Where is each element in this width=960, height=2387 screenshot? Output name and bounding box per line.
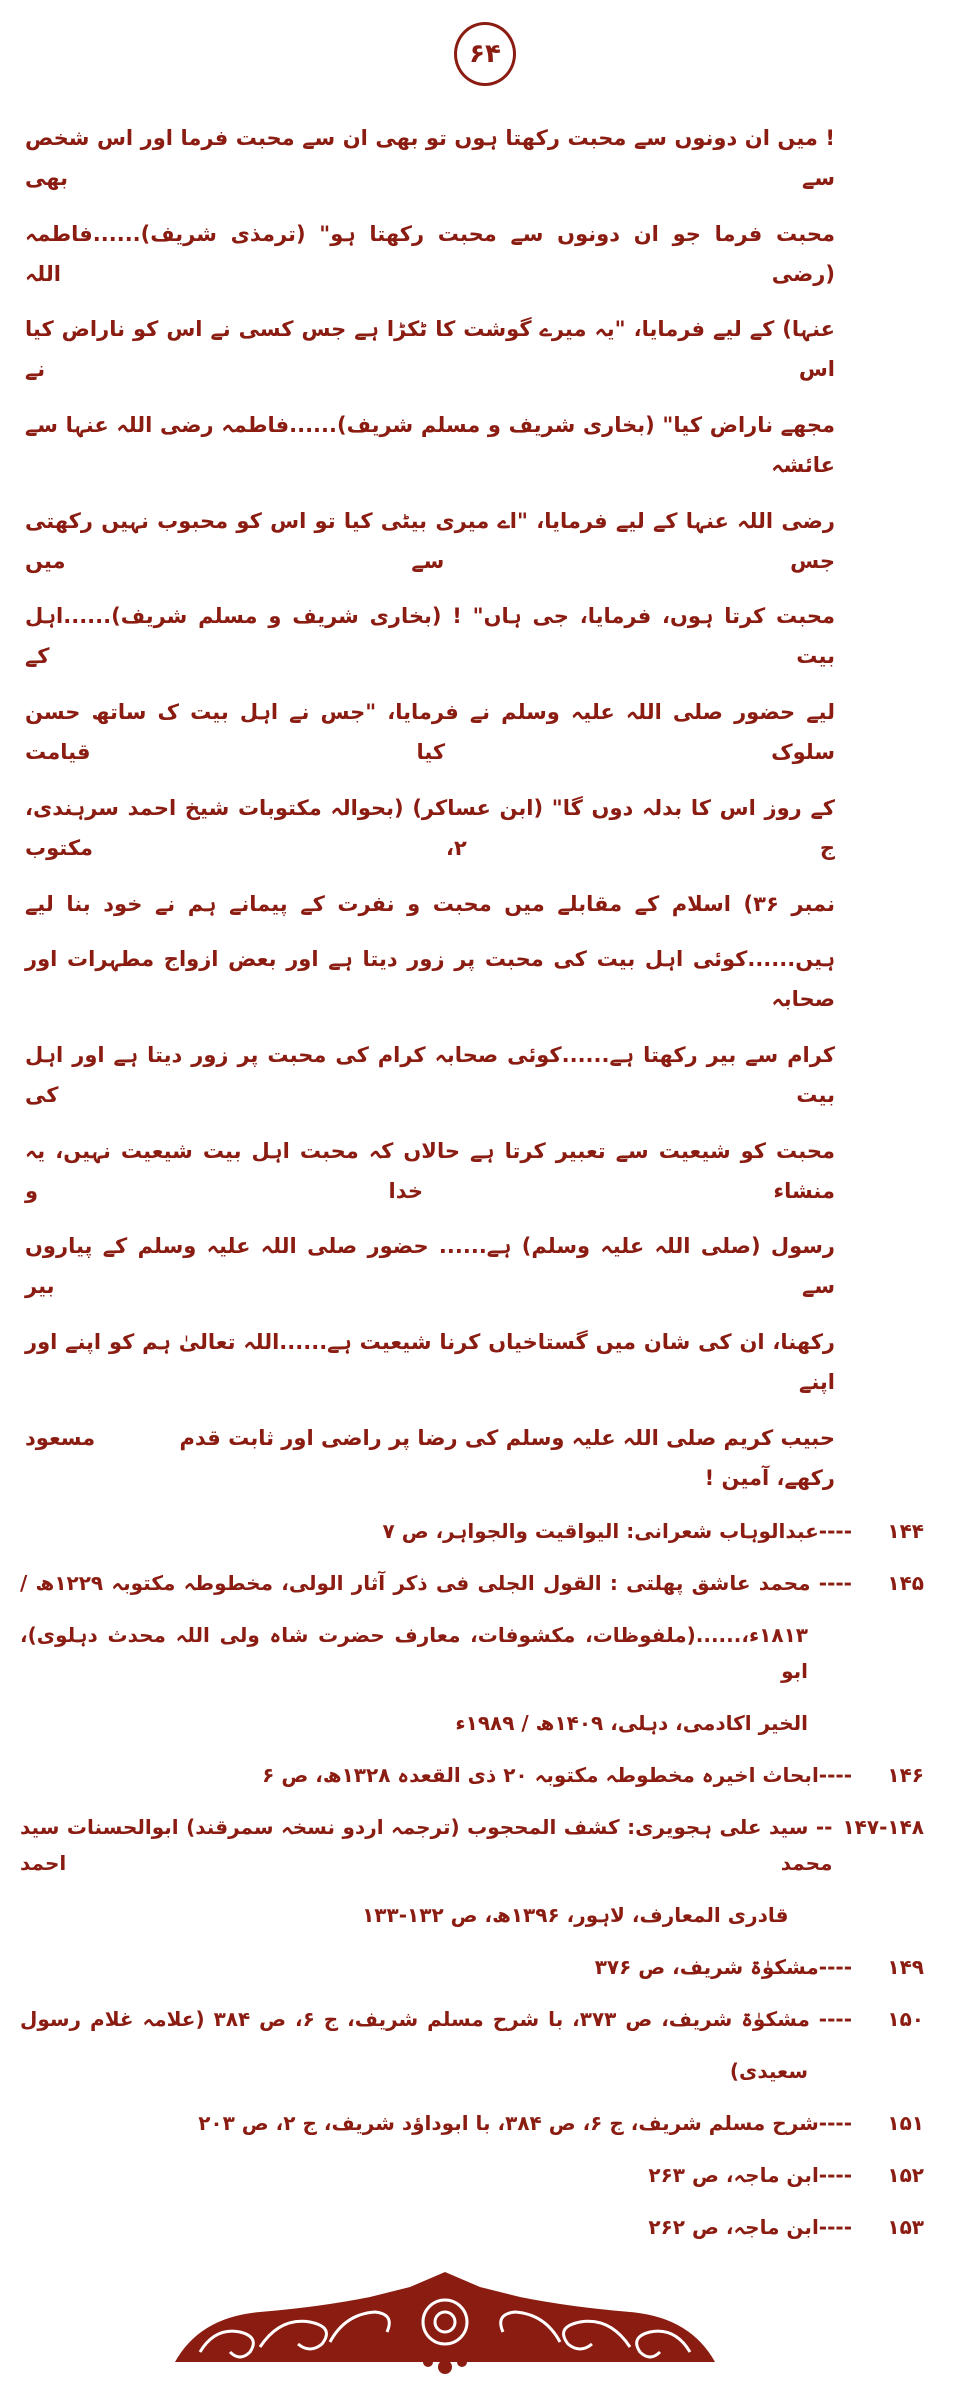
body-line: کے روز اس کا بدلہ دوں گا" (ابن عساکر) (بحوالہ مکتوبات شیخ احمد سرہندی، ج ۲، مکتوب: [25, 795, 835, 860]
body-line: رکھنا، ان کی شان میں گستاخیاں کرنا شیعیت ہے......اللہ تعالیٰ ہم کو اپنے اور اپنے: [25, 1329, 835, 1394]
body-line: محبت کو شیعیت سے تعبیر کرتا ہے حالاں کہ محبت اہل بیت شیعیت نہیں، یہ منشاء خدا و: [25, 1138, 835, 1203]
footnote-line: ----ابن ماجہ، ص ۲۶۳: [648, 2162, 852, 2187]
footnote-line: ---- مشکوٰۃ شریف، ص ۳۷۳، با شرح مسلم شریف، ج ۶، ص ۳۸۴ (علامہ غلام رسول: [20, 2006, 852, 2031]
footnote-text: [0, 1565, 852, 1757]
footnote-number: ۱۴۵: [887, 1570, 924, 1595]
body-line: ! میں ان دونوں سے محبت رکھتا ہوں تو بھی ان سے محبت فرما اور اس شخص سے بھی: [25, 126, 835, 190]
body-line: حبیب کریم صلی اللہ علیہ وسلم کی رضا پر راضی اور ثابت قدم رکھے، آمین !: [179, 1425, 835, 1490]
body-line: مجھے ناراض کیا" (بخاری شریف و مسلم شریف)......فاطمہ رضی اللہ عنہا سے عائشہ: [25, 413, 835, 478]
ornament-area: [0, 2261, 960, 2387]
footnote-number: ۱۵۰: [887, 2006, 924, 2031]
footnote-number: ۱۵۱: [887, 2110, 924, 2135]
footnote-number: ۱۴۶: [887, 1762, 924, 1787]
footnote-text: [0, 1809, 832, 1949]
body-line: کرام سے بیر رکھتا ہے......کوئی صحابہ کرام کی محبت پر زور دیتا ہے اور اہل بیت کی: [25, 1042, 835, 1107]
footnote: [0, 2001, 940, 2105]
body-line: محبت کرتا ہوں، فرمایا، جی ہاں" ! (بخاری شریف و مسلم شریف)......اہل بیت کے: [25, 604, 835, 669]
body-line: نمبر ۳۶) اسلام کے مقابلے میں محبت و نفرت کے پیمانے ہم نے خود بنا لیے: [25, 891, 835, 916]
footnote-text: [0, 2209, 852, 2261]
footnote-text: [0, 1949, 852, 2001]
body-line: ہیں......کوئی اہل بیت کی محبت پر زور دیتا ہے اور بعض ازواج مطہرات اور صحابہ: [25, 947, 835, 1012]
footnote-line: ---- محمد عاشق پھلتی : القول الجلی فی ذکر آثار الولی، مخطوطہ مکتوبہ ۱۲۲۹ھ /: [20, 1570, 852, 1595]
footnotes: [0, 1513, 940, 2261]
body-line: رضی اللہ عنہا کے لیے فرمایا، "اے میری بیٹی کیا تو اس کو محبوب نہیں رکھتی جس سے میں: [25, 508, 835, 573]
footnote: [0, 2157, 940, 2209]
footnote-number: ۱۴۴: [887, 1518, 924, 1543]
footnote-number: ۱۴۷-۱۴۸: [842, 1814, 924, 1839]
footnote-line: -- سید علی ہجویری: کشف المحجوب (ترجمہ اردو نسخہ سمرقند) ابوالحسنات سید محمد احمد: [20, 1814, 833, 1875]
body-last-line: [25, 1418, 835, 1513]
footnote: [0, 1565, 940, 1757]
footnote-number: ۱۴۹: [887, 1954, 924, 1979]
footnote-line: ۱۸۱۳ء،......(ملفوظات، مکشوفات، معارف حضرت شاہ ولی اللہ محدث دہلوی)، ابو: [20, 1622, 808, 1683]
footnote-text: [0, 1757, 852, 1809]
footnote: [0, 2105, 940, 2157]
floral-ornament-icon: [170, 2267, 720, 2377]
footnote-text: [0, 2001, 852, 2105]
footnote: [0, 1757, 940, 1809]
body-line: محبت فرما جو ان دونوں سے محبت رکھتا ہو" (ترمذی شریف)......فاطمہ (رضی اللہ: [25, 221, 835, 286]
footnote-text: [0, 1513, 852, 1565]
footnote-number: ۱۵۳: [887, 2214, 924, 2239]
footnote-line: ----ابن ماجہ، ص ۲۶۲: [648, 2214, 852, 2239]
body-line: رسول (صلی اللہ علیہ وسلم) ہے...... حضور صلی اللہ علیہ وسلم کے پیاروں سے بیر: [25, 1234, 835, 1299]
footnote-number: ۱۵۲: [887, 2162, 924, 2187]
footnote-line: ----عبدالوہاب شعرانی: الیواقیت والجواہر، ص ۷: [382, 1518, 852, 1543]
footnote: [0, 1809, 940, 1949]
footnote-line: سعیدی): [729, 2058, 808, 2083]
footnote-line: ----مشکوٰۃ شریف، ص ۳۷۶: [594, 1954, 852, 1979]
footnote-line: قادری المعارف، لاہور، ۱۳۹۶ھ، ص ۱۳۲-۱۳۳: [362, 1902, 789, 1927]
body-line: عنہا) کے لیے فرمایا، "یہ میرے گوشت کا ٹکڑا ہے جس کسی نے اس کو ناراض کیا اس نے: [25, 317, 835, 382]
footnote: [0, 1513, 940, 1565]
footnote-line: الخیر اکادمی، دہلی، ۱۴۰۹ھ / ۱۹۸۹ء: [455, 1710, 808, 1735]
body-line: لیے حضور صلی اللہ علیہ وسلم نے فرمایا، "جس نے اہل بیت ک ساتھ حسن سلوک کیا قیامت: [25, 700, 835, 765]
footnote-line: ----شرح مسلم شریف، ج ۶، ص ۳۸۴، با ابوداؤد شریف، ج ۲، ص ۲۰۳: [198, 2110, 852, 2135]
footnote: [0, 2209, 940, 2261]
page-number-text: ۶۴: [469, 39, 501, 69]
footnote-text: [0, 2105, 852, 2157]
footnote: [0, 1949, 940, 2001]
body-text: [25, 0, 835, 1513]
footnote-text: [0, 2157, 852, 2209]
signature: مسعود: [25, 1425, 96, 1450]
footnote-line: ----ابحاث اخیرہ مخطوطہ مکتوبہ ۲۰ ذی القعدہ ۱۳۲۸ھ، ص ۶: [262, 1762, 852, 1787]
